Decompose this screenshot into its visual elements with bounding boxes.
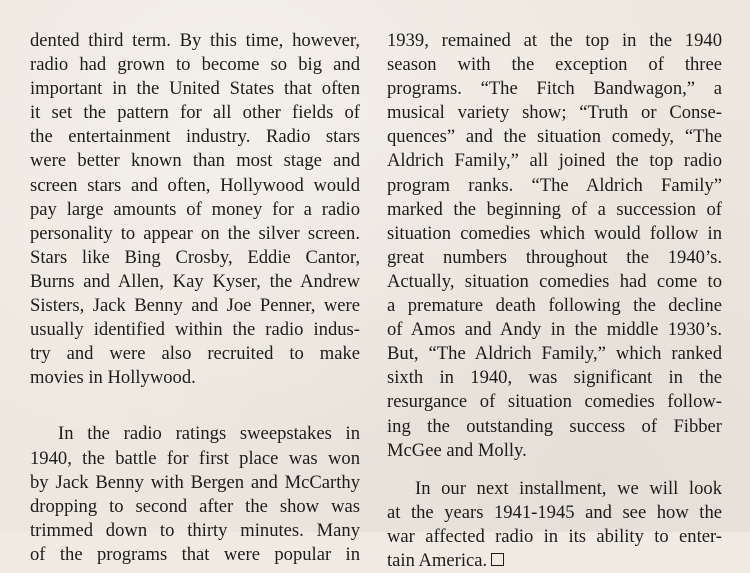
text-line: program ranks. “The Aldrich Family” [387,174,722,196]
text-line: try and were also recruited to make [30,343,360,365]
text-line: it set the pattern for all other fields of [30,102,360,124]
end-mark-icon [491,553,504,566]
text-line: by Jack Benny with Bergen and McCarthy [30,471,360,493]
left-paragraph-1 [30,29,360,390]
paragraph-gap [30,390,360,422]
text-line: situation comedies which would follow in [387,222,722,244]
text-line: 1940, the battle for first place was won [30,447,360,469]
text-line: were better known than most stage and [30,150,360,172]
text-line: McGee and Molly. [387,439,527,461]
text-line: Actually, situation comedies had come to [387,270,722,292]
text-line: important in the United States that often [30,78,360,100]
text-line-final [387,549,722,573]
text-line: quences” and the situation comedy, “The [387,126,722,148]
text-line: the entertainment industry. Radio stars [30,126,360,148]
left-paragraph-2 [30,422,360,567]
right-column [387,29,722,573]
text-line: musical variety show; “Truth or Conse- [387,102,722,124]
text-line: of Amos and Andy in the middle 1930’s. [387,319,722,341]
text-line: ing the outstanding success of Fibber [387,415,722,437]
text-line: of the programs that were popular in [30,543,360,565]
right-paragraph-2 [387,477,722,573]
text-line: marked the beginning of a succession of [387,198,722,220]
text-line: resurgance of situation comedies follow- [387,391,722,413]
text-line: sixth in 1940, was significant in the [387,367,722,389]
paragraph-gap [387,463,722,477]
text-line: In the radio ratings sweepstakes in [58,423,360,445]
text-line: a premature death following the decline [387,295,722,317]
text-line: dented third term. By this time, however, [30,30,360,51]
text-line: movies in Hollywood. [30,367,196,389]
text-line: season with the exception of three [387,54,722,76]
text-line: usually identified within the radio indus- [30,319,360,341]
text-line: screen stars and often, Hollywood would [30,174,360,196]
text-line: radio had grown to become so big and [30,54,360,76]
text-line: personality to appear on the silver screen. [30,222,360,244]
text-line: But, “The Aldrich Family,” which ranked [387,343,722,365]
text-line: dropping to second after the show was [30,495,360,517]
text-line: Aldrich Family,” all joined the top radio [387,150,722,172]
text-line: programs. “The Fitch Bandwagon,” a [387,78,722,100]
text-line: pay large amounts of money for a radio [30,198,360,220]
text-line: at the years 1941-1945 and see how the [387,501,722,523]
text-line: Stars like Bing Crosby, Eddie Cantor, [30,246,360,268]
text-line: trimmed down to thirty minutes. Many [30,519,360,541]
text-line: Sisters, Jack Benny and Joe Penner, were [30,295,360,317]
text-line-final-text: tain America. [387,549,488,571]
text-line: Burns and Allen, Kay Kyser, the Andrew [30,270,360,292]
right-paragraph-1 [387,29,722,463]
text-line: war affected radio in its ability to enter- [387,525,722,547]
text-line: great numbers throughout the 1940’s. [387,246,722,268]
left-column [30,29,360,567]
text-line: 1939, remained at the top in the 1940 [387,30,722,51]
text-line: In our next installment, we will look [415,477,722,499]
